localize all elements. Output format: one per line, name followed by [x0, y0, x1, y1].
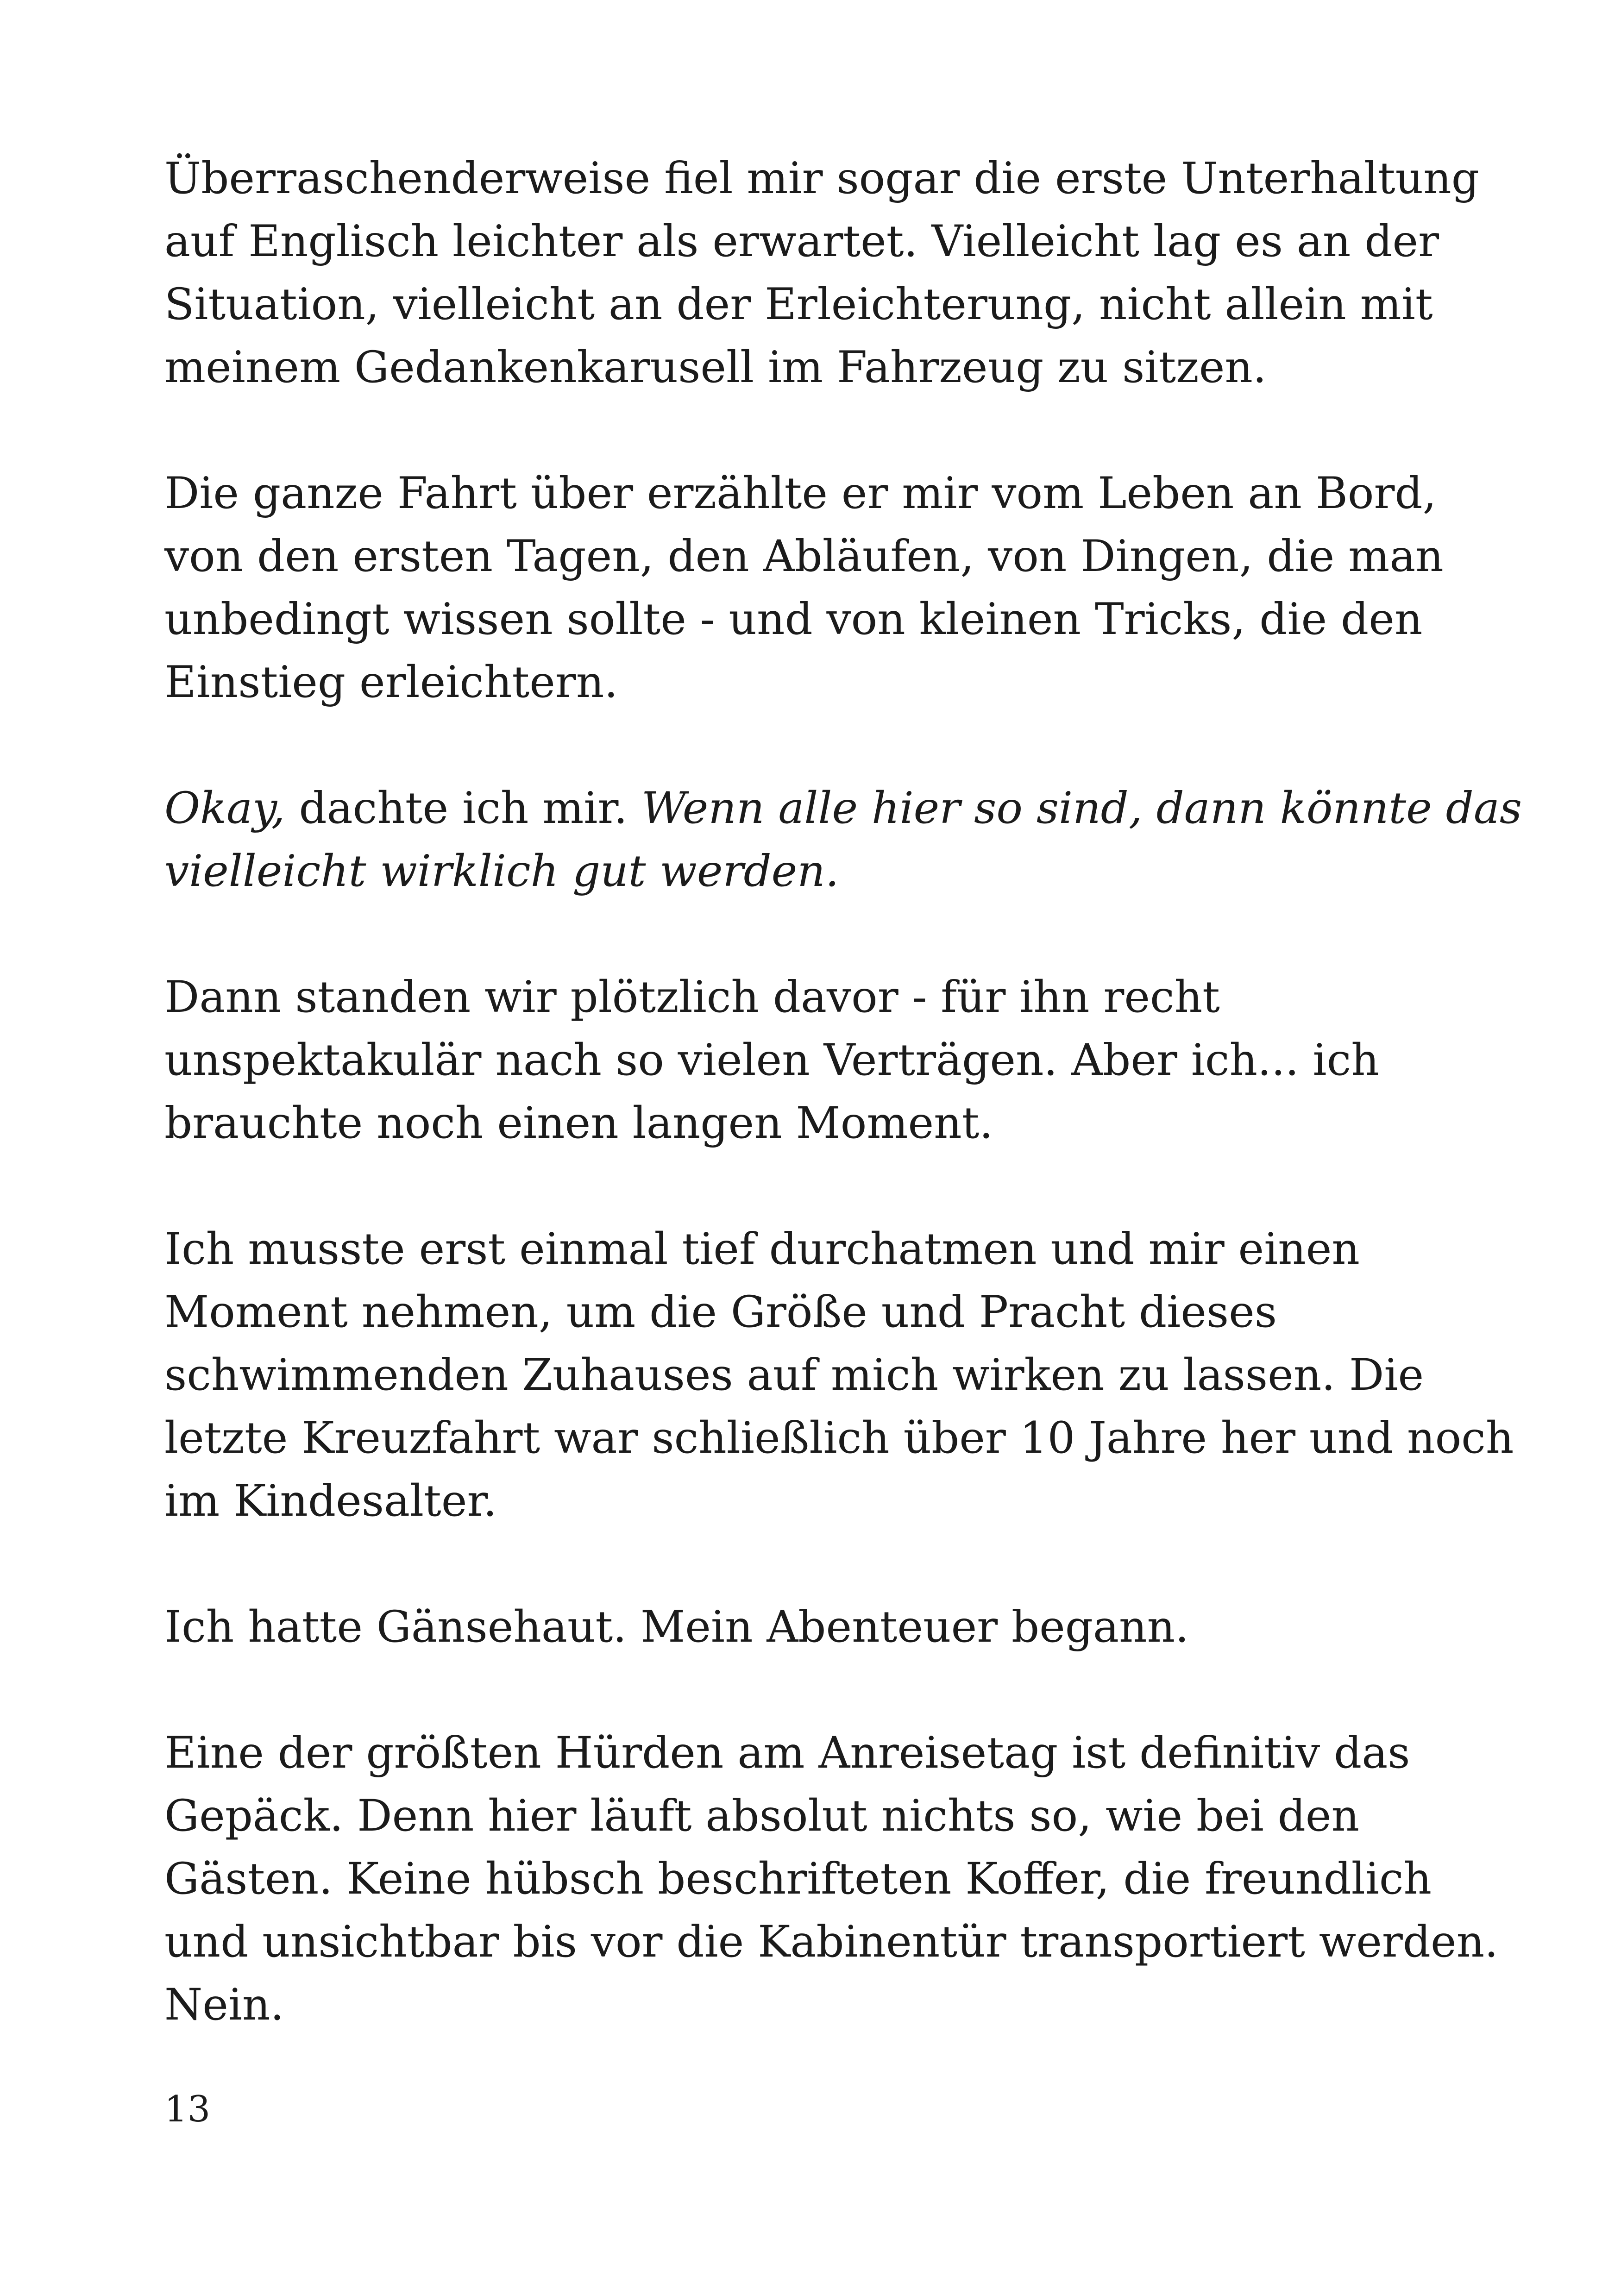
- text-line: Ich hatte Gänsehaut. Mein Abenteuer begann.: [164, 1602, 1189, 1652]
- text-line: Eine der größten Hürden am Anreisetag ist definitiv das: [164, 1728, 1410, 1778]
- text-line: Situation, vielleicht an der Erleichterung, nicht allein mit: [164, 279, 1433, 330]
- text-line: [164, 777, 1522, 840]
- paragraph-7: [164, 1722, 1498, 2037]
- text-line: meinem Gedankenkarusell im Fahrzeug zu sitzen.: [164, 342, 1267, 393]
- text-line: im Kindesalter.: [164, 1476, 497, 1526]
- plain-dachte: dachte ich mir.: [285, 783, 641, 834]
- paragraph-4: [164, 966, 1461, 1155]
- paragraph-5: [164, 1218, 1514, 1533]
- text-line: letzte Kreuzfahrt war schließlich über 10 Jahre her und noch: [164, 1413, 1514, 1463]
- text-line-italic: vielleicht wirklich gut werden.: [164, 846, 839, 897]
- paragraph-1: [164, 147, 1479, 399]
- text-line: brauchte noch einen langen Moment.: [164, 1098, 993, 1148]
- text-line: unbedingt wissen sollte - und von kleinen Tricks, die den: [164, 594, 1423, 645]
- page-number: 13: [164, 2089, 211, 2130]
- text-line: und unsichtbar bis vor die Kabinentür transportiert werden.: [164, 1917, 1498, 1967]
- text-line: Nein.: [164, 1980, 284, 2030]
- text-line: schwimmenden Zuhauses auf mich wirken zu lassen. Die: [164, 1350, 1424, 1400]
- text-line: Überraschenderweise fiel mir sogar die erste Unterhaltung: [164, 153, 1479, 204]
- text-line: Ich musste erst einmal tief durchatmen und mir einen: [164, 1224, 1360, 1274]
- paragraph-2: [164, 462, 1461, 714]
- text-line: Die ganze Fahrt über erzählte er mir vom Leben an Bord,: [164, 468, 1437, 519]
- paragraph-6: [164, 1596, 1461, 1659]
- text-line: unspektakulär nach so vielen Verträgen. Aber ich... ich: [164, 1035, 1379, 1085]
- text-line: Gästen. Keine hübsch beschrifteten Koffer, die freundlich: [164, 1854, 1432, 1904]
- text-line: auf Englisch leichter als erwartet. Vielleicht lag es an der: [164, 216, 1439, 267]
- text-line: von den ersten Tagen, den Abläufen, von Dingen, die man: [164, 531, 1444, 582]
- text-line: Moment nehmen, um die Größe und Pracht dieses: [164, 1287, 1277, 1337]
- text-line: Gepäck. Denn hier läuft absolut nichts so, wie bei den: [164, 1791, 1360, 1841]
- italic-thought: Wenn alle hier so sind, dann könnte das: [641, 783, 1522, 834]
- paragraph-3-thought: [164, 777, 1522, 903]
- body-text: [164, 147, 1522, 2100]
- text-line: Einstieg erleichtern.: [164, 657, 618, 708]
- italic-okay: Okay,: [164, 783, 285, 834]
- text-line: Dann standen wir plötzlich davor - für ihn recht: [164, 972, 1220, 1023]
